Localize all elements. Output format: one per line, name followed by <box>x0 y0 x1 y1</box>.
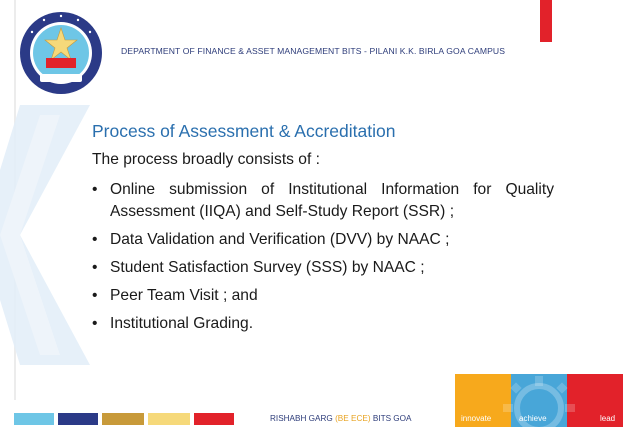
footer-swatch-yellow <box>148 413 190 425</box>
bullet-glyph: • <box>92 315 98 332</box>
list-item-text: Data Validation and Verification (DVV) by NAAC ; <box>110 231 450 248</box>
footer-swatch-red <box>194 413 234 425</box>
bullet-glyph: • <box>92 287 98 304</box>
list-item <box>92 285 554 307</box>
list-item-text: Institutional Grading. <box>110 315 254 332</box>
list-item <box>92 229 554 251</box>
list-item <box>92 313 554 335</box>
footer-name: RISHABH GARG <box>270 414 336 423</box>
footer-author <box>270 414 412 423</box>
department-header: DEPARTMENT OF FINANCE & ASSET MANAGEMENT BITS - PILANI K.K. BIRLA GOA CAMPUS <box>121 46 506 56</box>
list-item <box>92 257 554 279</box>
bullet-glyph: • <box>92 259 98 276</box>
top-red-accent <box>540 0 552 42</box>
list-item-text: Student Satisfaction Survey (SSS) by NAAC ; <box>110 259 425 276</box>
footer-swatch-navy <box>58 413 98 425</box>
slide-title: Process of Assessment & Accreditation <box>92 121 396 141</box>
footer-swatch-cyan <box>14 413 54 425</box>
intro-text: The process broadly consists of : <box>92 151 320 168</box>
bullet-list <box>92 179 554 341</box>
footer-org: BITS GOA <box>370 414 412 423</box>
list-item-text: Online submission of Institutional Information for Quality Assessment (IIQA) and Self-Study Report (SSR) ; <box>110 181 554 220</box>
brand-word-achieve: achieve <box>519 414 547 423</box>
brand-word-lead: lead <box>600 414 616 423</box>
brand-panel <box>455 374 623 427</box>
bullet-glyph: • <box>92 231 98 248</box>
bits-pilani-logo <box>18 10 104 96</box>
brand-word-innovate: innovate <box>461 414 492 423</box>
footer-swatch-gold <box>102 413 144 425</box>
footer-degree: (BE ECE) <box>335 414 371 423</box>
list-item <box>92 179 554 223</box>
bullet-glyph: • <box>92 181 98 198</box>
list-item-text: Peer Team Visit ; and <box>110 287 258 304</box>
